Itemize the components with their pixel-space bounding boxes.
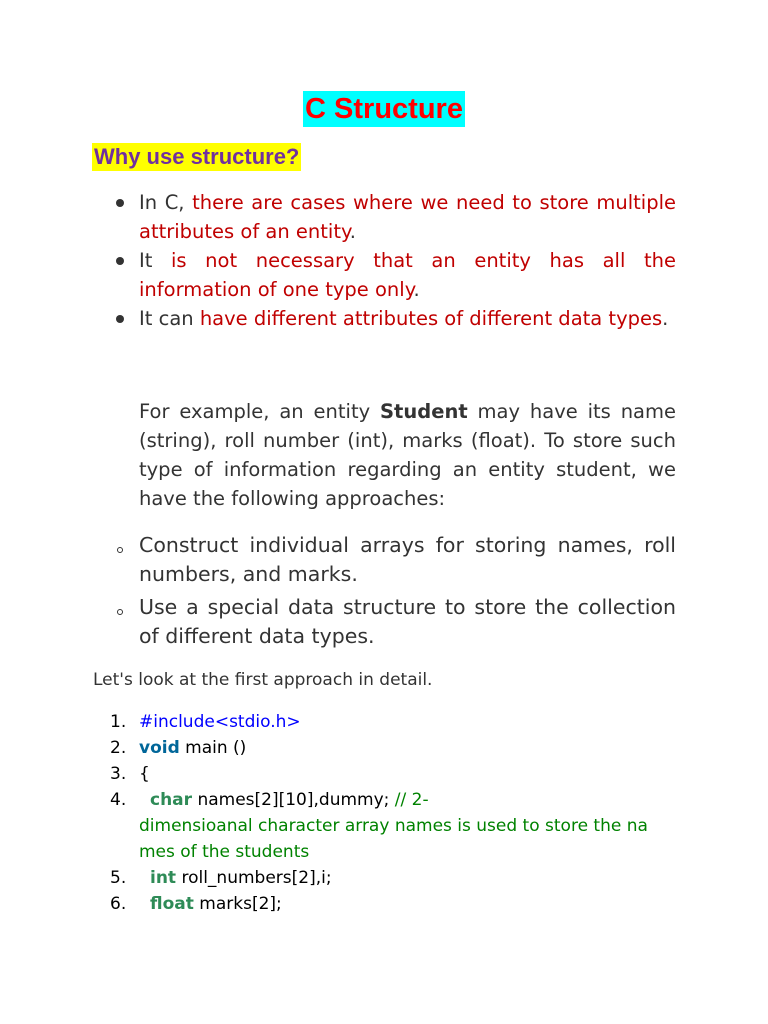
line-number: 4. — [110, 790, 127, 810]
circle-bullet-icon — [117, 609, 123, 615]
section-heading: Why use structure? — [94, 144, 300, 169]
bullet-dot-icon — [116, 315, 124, 323]
line-number: 5. — [110, 868, 127, 888]
line-number: 3. — [110, 764, 127, 784]
list-item: Use a special data structure to store the collection of different data types. — [113, 593, 676, 651]
list-item: In C, there are cases where we need to store multiple attributes of an entity. — [113, 188, 676, 246]
code-line: 2. void main () — [110, 735, 710, 761]
reasons-list — [113, 188, 676, 333]
code-listing — [110, 709, 710, 917]
line-number: 6. — [110, 894, 127, 914]
list-item: It is not necessary that an entity has all the information of one type only. — [113, 246, 676, 304]
code-line: 3. { — [110, 761, 710, 787]
entity-name: Student — [380, 400, 468, 423]
page-title: C Structure — [305, 93, 463, 125]
bullet-dot-icon — [116, 199, 124, 207]
code-line: 4. char names[2][10],dummy; // 2- dimensioanal character array names is used to store the na mes of the students — [110, 787, 710, 865]
line-number: 2. — [110, 738, 127, 758]
lead-text: Let's look at the first approach in detail. — [93, 670, 433, 690]
example-paragraph: For example, an entity Student may have its name (string), roll number (int), marks (float). To store such type of information regarding an entity student, we have the following approaches: — [139, 400, 676, 510]
approaches-list — [113, 531, 676, 655]
title-container — [0, 91, 768, 127]
code-line: 5. int roll_numbers[2],i; — [110, 865, 710, 891]
line-number: 1. — [110, 712, 127, 732]
list-item: It can have different attributes of different data types. — [113, 304, 676, 333]
code-line: 1. #include<stdio.h> — [110, 709, 710, 735]
list-item: Construct individual arrays for storing names, roll numbers, and marks. — [113, 531, 676, 589]
code-line: 6. float marks[2]; — [110, 891, 710, 917]
circle-bullet-icon — [117, 547, 123, 553]
bullet-dot-icon — [116, 257, 124, 265]
